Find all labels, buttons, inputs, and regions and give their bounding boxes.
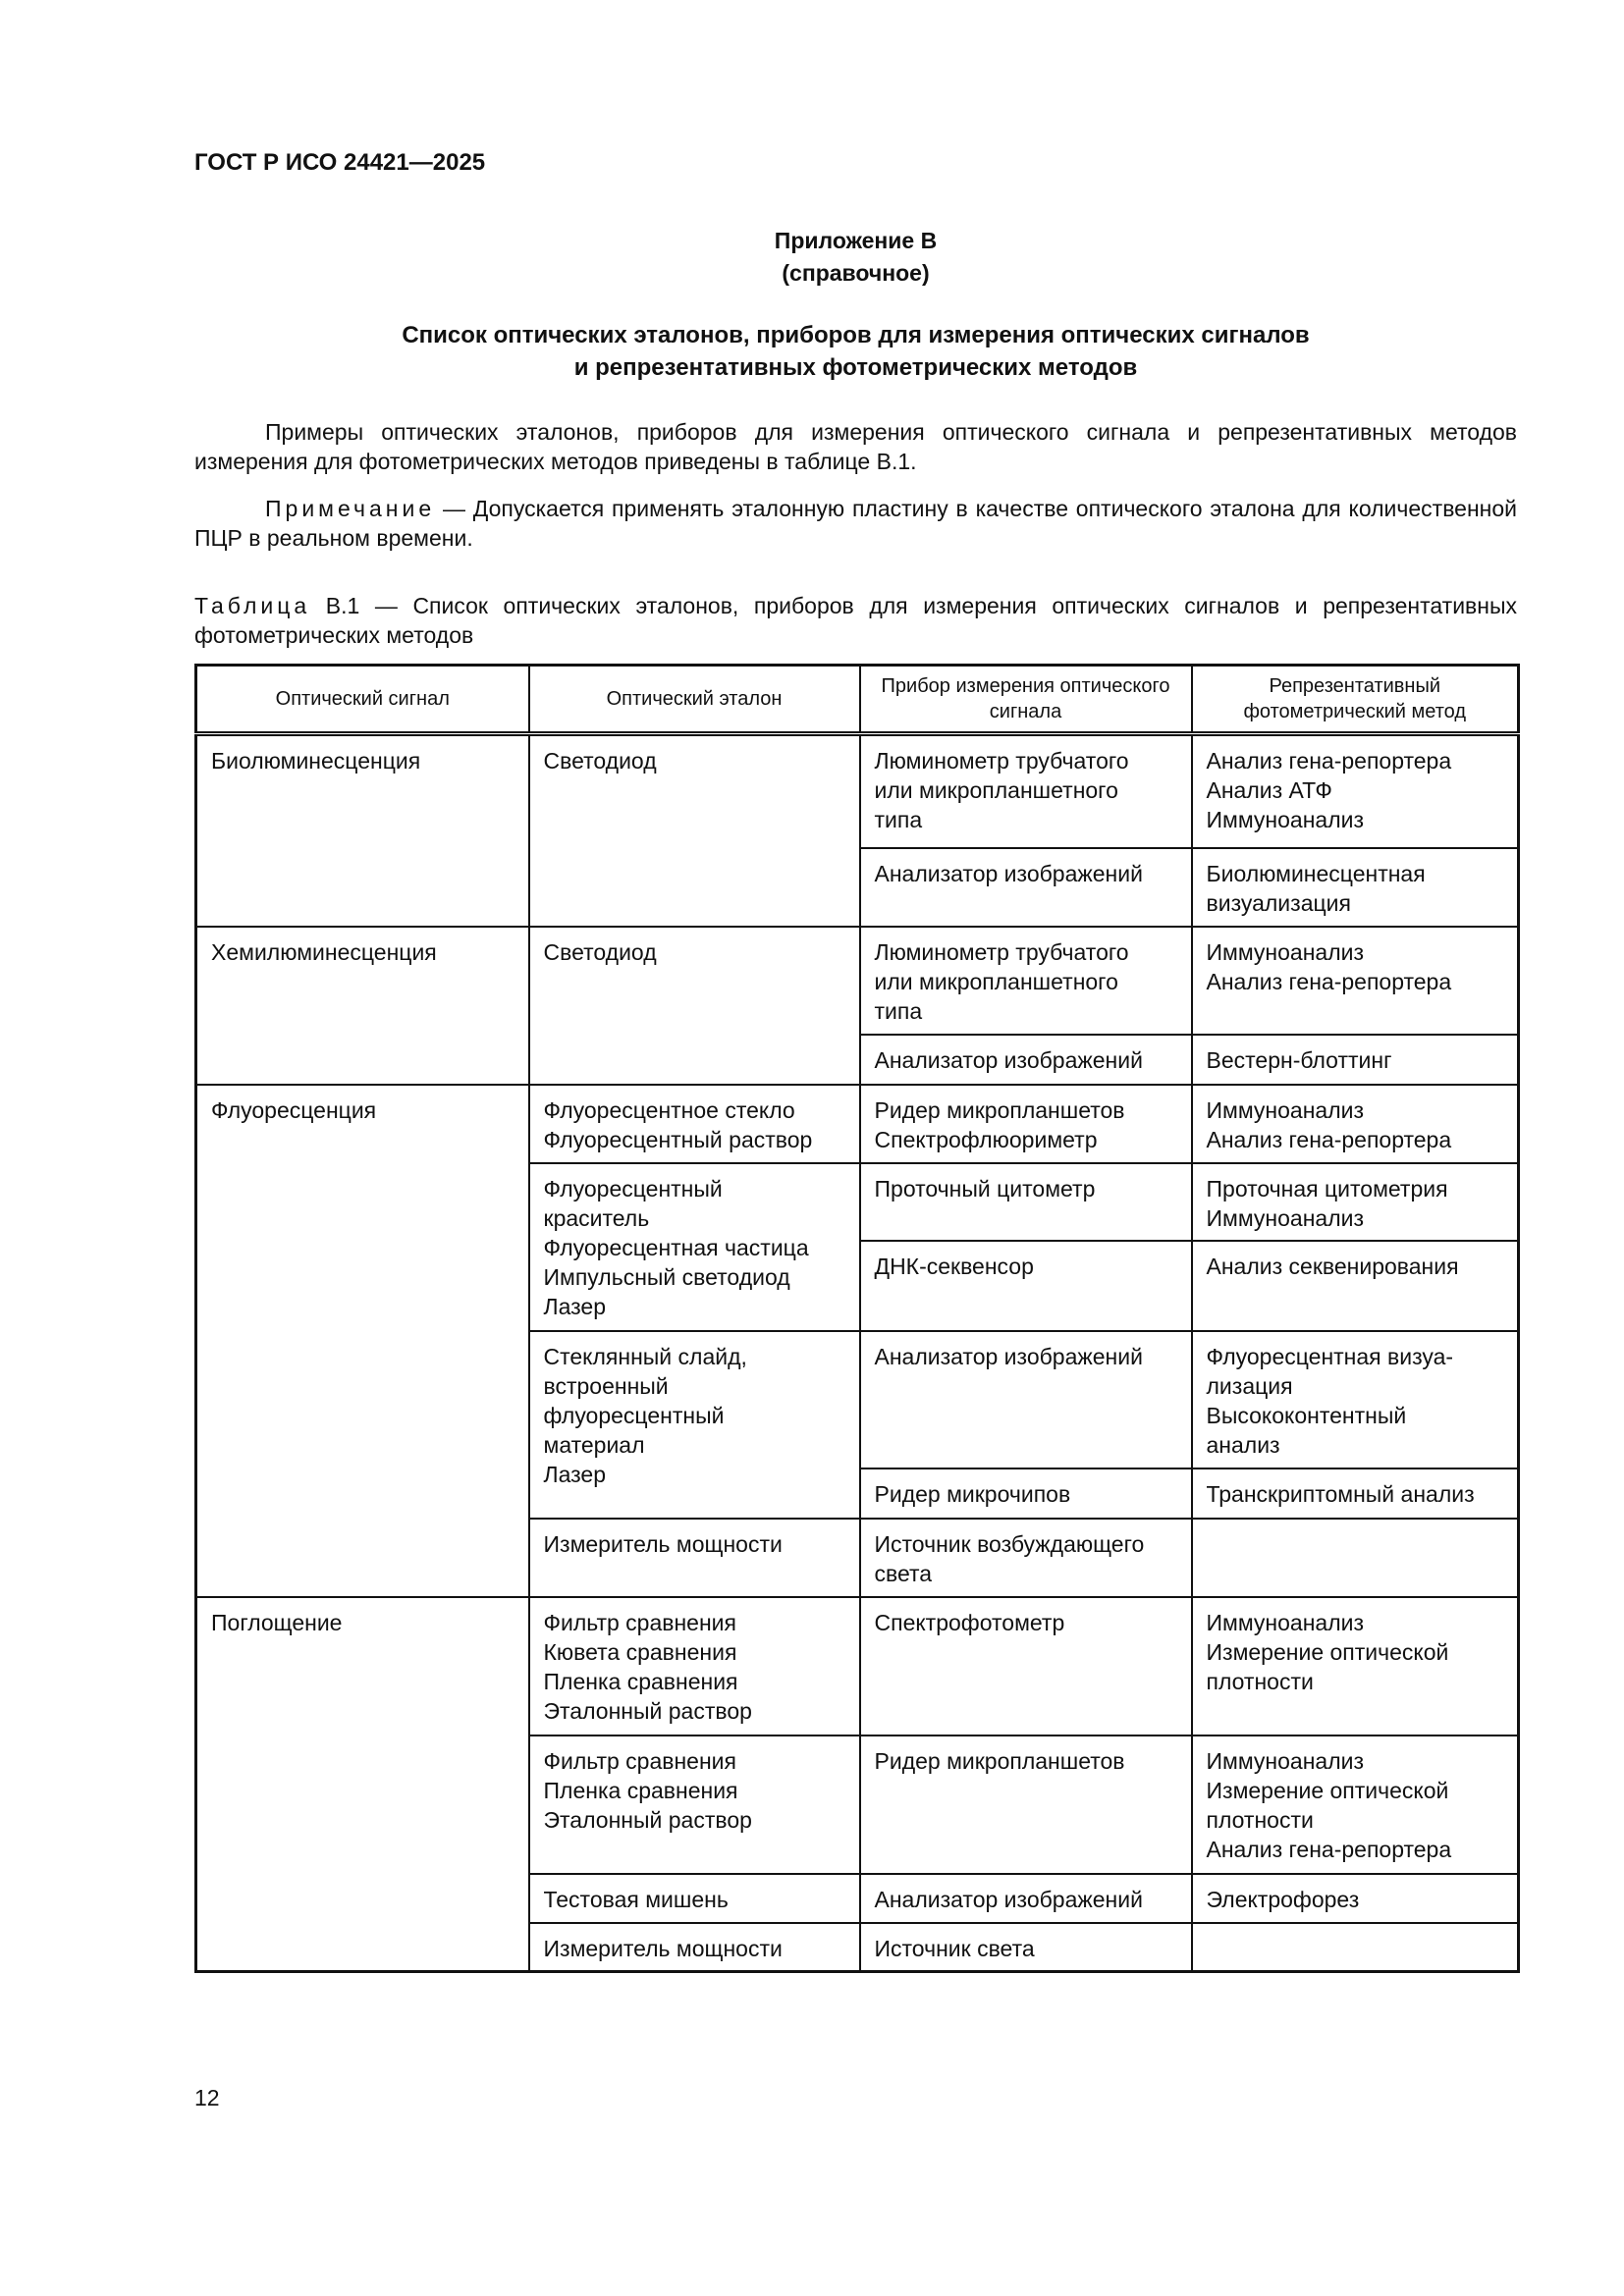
method-cell bbox=[1192, 1923, 1519, 1972]
section-title-line1: Список оптических эталонов, приборов для измерения оптических сигналов bbox=[402, 322, 1310, 348]
method-cell: Анализ секвенирования bbox=[1192, 1241, 1519, 1331]
method-cell: Проточная цитометрия Иммуноанализ bbox=[1192, 1163, 1519, 1241]
method-cell: Вестерн-блоттинг bbox=[1192, 1035, 1519, 1085]
method-cell: Иммуноанализ Анализ гена-репортера bbox=[1192, 1085, 1519, 1163]
instrument-cell: Источник света bbox=[860, 1923, 1192, 1972]
instrument-cell: Проточный цитометр bbox=[860, 1163, 1192, 1241]
instrument-cell: Люминометр трубчатого или микропланшетного типа bbox=[860, 927, 1192, 1035]
standard-cell: Тестовая мишень bbox=[529, 1874, 860, 1923]
document-header: ГОСТ Р ИСО 24421—2025 bbox=[194, 149, 486, 176]
instrument-cell: Ридер микрочипов bbox=[860, 1468, 1192, 1519]
method-cell: Анализ гена-репортера Анализ АТФ Иммуноанализ bbox=[1192, 734, 1519, 848]
section-title bbox=[194, 319, 1517, 384]
header-cell: Оптический сигнал bbox=[196, 666, 529, 734]
signal-cell: Поглощение bbox=[196, 1597, 529, 1972]
table-row bbox=[196, 1597, 1519, 1735]
table-caption-text: В.1 — Список оптических эталонов, приборов для измерения оптических сигналов и репрезентативных фотометрических методов bbox=[194, 593, 1517, 648]
table-header-row bbox=[196, 666, 1519, 734]
standard-cell: Стеклянный слайд, встроенный флуоресцентный материал Лазер bbox=[529, 1331, 860, 1519]
table-caption bbox=[194, 591, 1517, 650]
instrument-cell: Анализатор изображений bbox=[860, 848, 1192, 927]
method-cell: Электрофорез bbox=[1192, 1874, 1519, 1923]
standard-cell: Светодиод bbox=[529, 734, 860, 927]
standard-cell: Флуоресцентное стекло Флуоресцентный раствор bbox=[529, 1085, 860, 1163]
method-cell: Транскриптомный анализ bbox=[1192, 1468, 1519, 1519]
note-text: — Допускается применять эталонную пластину в качестве оптического эталона для количественной ПЦР в реальном времени. bbox=[194, 496, 1517, 551]
header-cell: Репрезентативный фотометрический метод bbox=[1192, 666, 1519, 734]
instrument-cell: Источник возбуждающего света bbox=[860, 1519, 1192, 1597]
signal-cell: Флуоресценция bbox=[196, 1085, 529, 1597]
instrument-cell: Ридер микропланшетов bbox=[860, 1735, 1192, 1874]
method-cell: Флуоресцентная визуа- лизация Высококонтентный анализ bbox=[1192, 1331, 1519, 1468]
standard-cell: Светодиод bbox=[529, 927, 860, 1085]
annex-label: Приложение В bbox=[774, 228, 938, 253]
instrument-cell: Спектрофотометр bbox=[860, 1597, 1192, 1735]
signal-cell: Хемилюминесценция bbox=[196, 927, 529, 1085]
section-title-line2: и репрезентативных фотометрических методов bbox=[573, 354, 1138, 381]
standard-cell: Флуоресцентный краситель Флуоресцентная частица Импульсный светодиод Лазер bbox=[529, 1163, 860, 1331]
note-label: Примечание bbox=[265, 496, 436, 521]
instrument-cell: Анализатор изображений bbox=[860, 1331, 1192, 1468]
standard-cell: Измеритель мощности bbox=[529, 1519, 860, 1597]
instrument-cell: Люминометр трубчатого или микропланшетного типа bbox=[860, 734, 1192, 848]
header-cell: Оптический эталон bbox=[529, 666, 860, 734]
table-row bbox=[196, 734, 1519, 848]
method-cell: Иммуноанализ Измерение оптической плотности Анализ гена-репортера bbox=[1192, 1735, 1519, 1874]
standard-cell: Фильтр сравнения Пленка сравнения Эталонный раствор bbox=[529, 1735, 860, 1874]
annex-kind: (справочное) bbox=[782, 260, 930, 286]
method-cell bbox=[1192, 1519, 1519, 1597]
method-cell: Иммуноанализ Измерение оптической плотности bbox=[1192, 1597, 1519, 1735]
method-cell: Иммуноанализ Анализ гена-репортера bbox=[1192, 927, 1519, 1035]
header-cell: Прибор измерения оптического сигнала bbox=[860, 666, 1192, 734]
instrument-cell: Анализатор изображений bbox=[860, 1035, 1192, 1085]
note-paragraph bbox=[194, 494, 1517, 553]
instrument-cell: Анализатор изображений bbox=[860, 1874, 1192, 1923]
method-cell: Биолюминесцентная визуализация bbox=[1192, 848, 1519, 927]
instrument-cell: ДНК-секвенсор bbox=[860, 1241, 1192, 1331]
standard-cell: Измеритель мощности bbox=[529, 1923, 860, 1972]
table-caption-label: Таблица bbox=[194, 593, 311, 618]
instrument-cell: Ридер микропланшетов Спектрофлюориметр bbox=[860, 1085, 1192, 1163]
intro-paragraph: Примеры оптических эталонов, приборов для измерения оптического сигнала и репрезентативных методов измерения для фотометрических методов приведены в таблице В.1. bbox=[194, 419, 1517, 474]
page-number: 12 bbox=[194, 2085, 220, 2110]
annex-title bbox=[194, 225, 1517, 290]
table-row bbox=[196, 927, 1519, 1035]
optical-standards-table bbox=[194, 664, 1520, 1973]
standard-cell: Фильтр сравнения Кювета сравнения Пленка сравнения Эталонный раствор bbox=[529, 1597, 860, 1735]
table-row bbox=[196, 1085, 1519, 1163]
signal-cell: Биолюминесценция bbox=[196, 734, 529, 927]
